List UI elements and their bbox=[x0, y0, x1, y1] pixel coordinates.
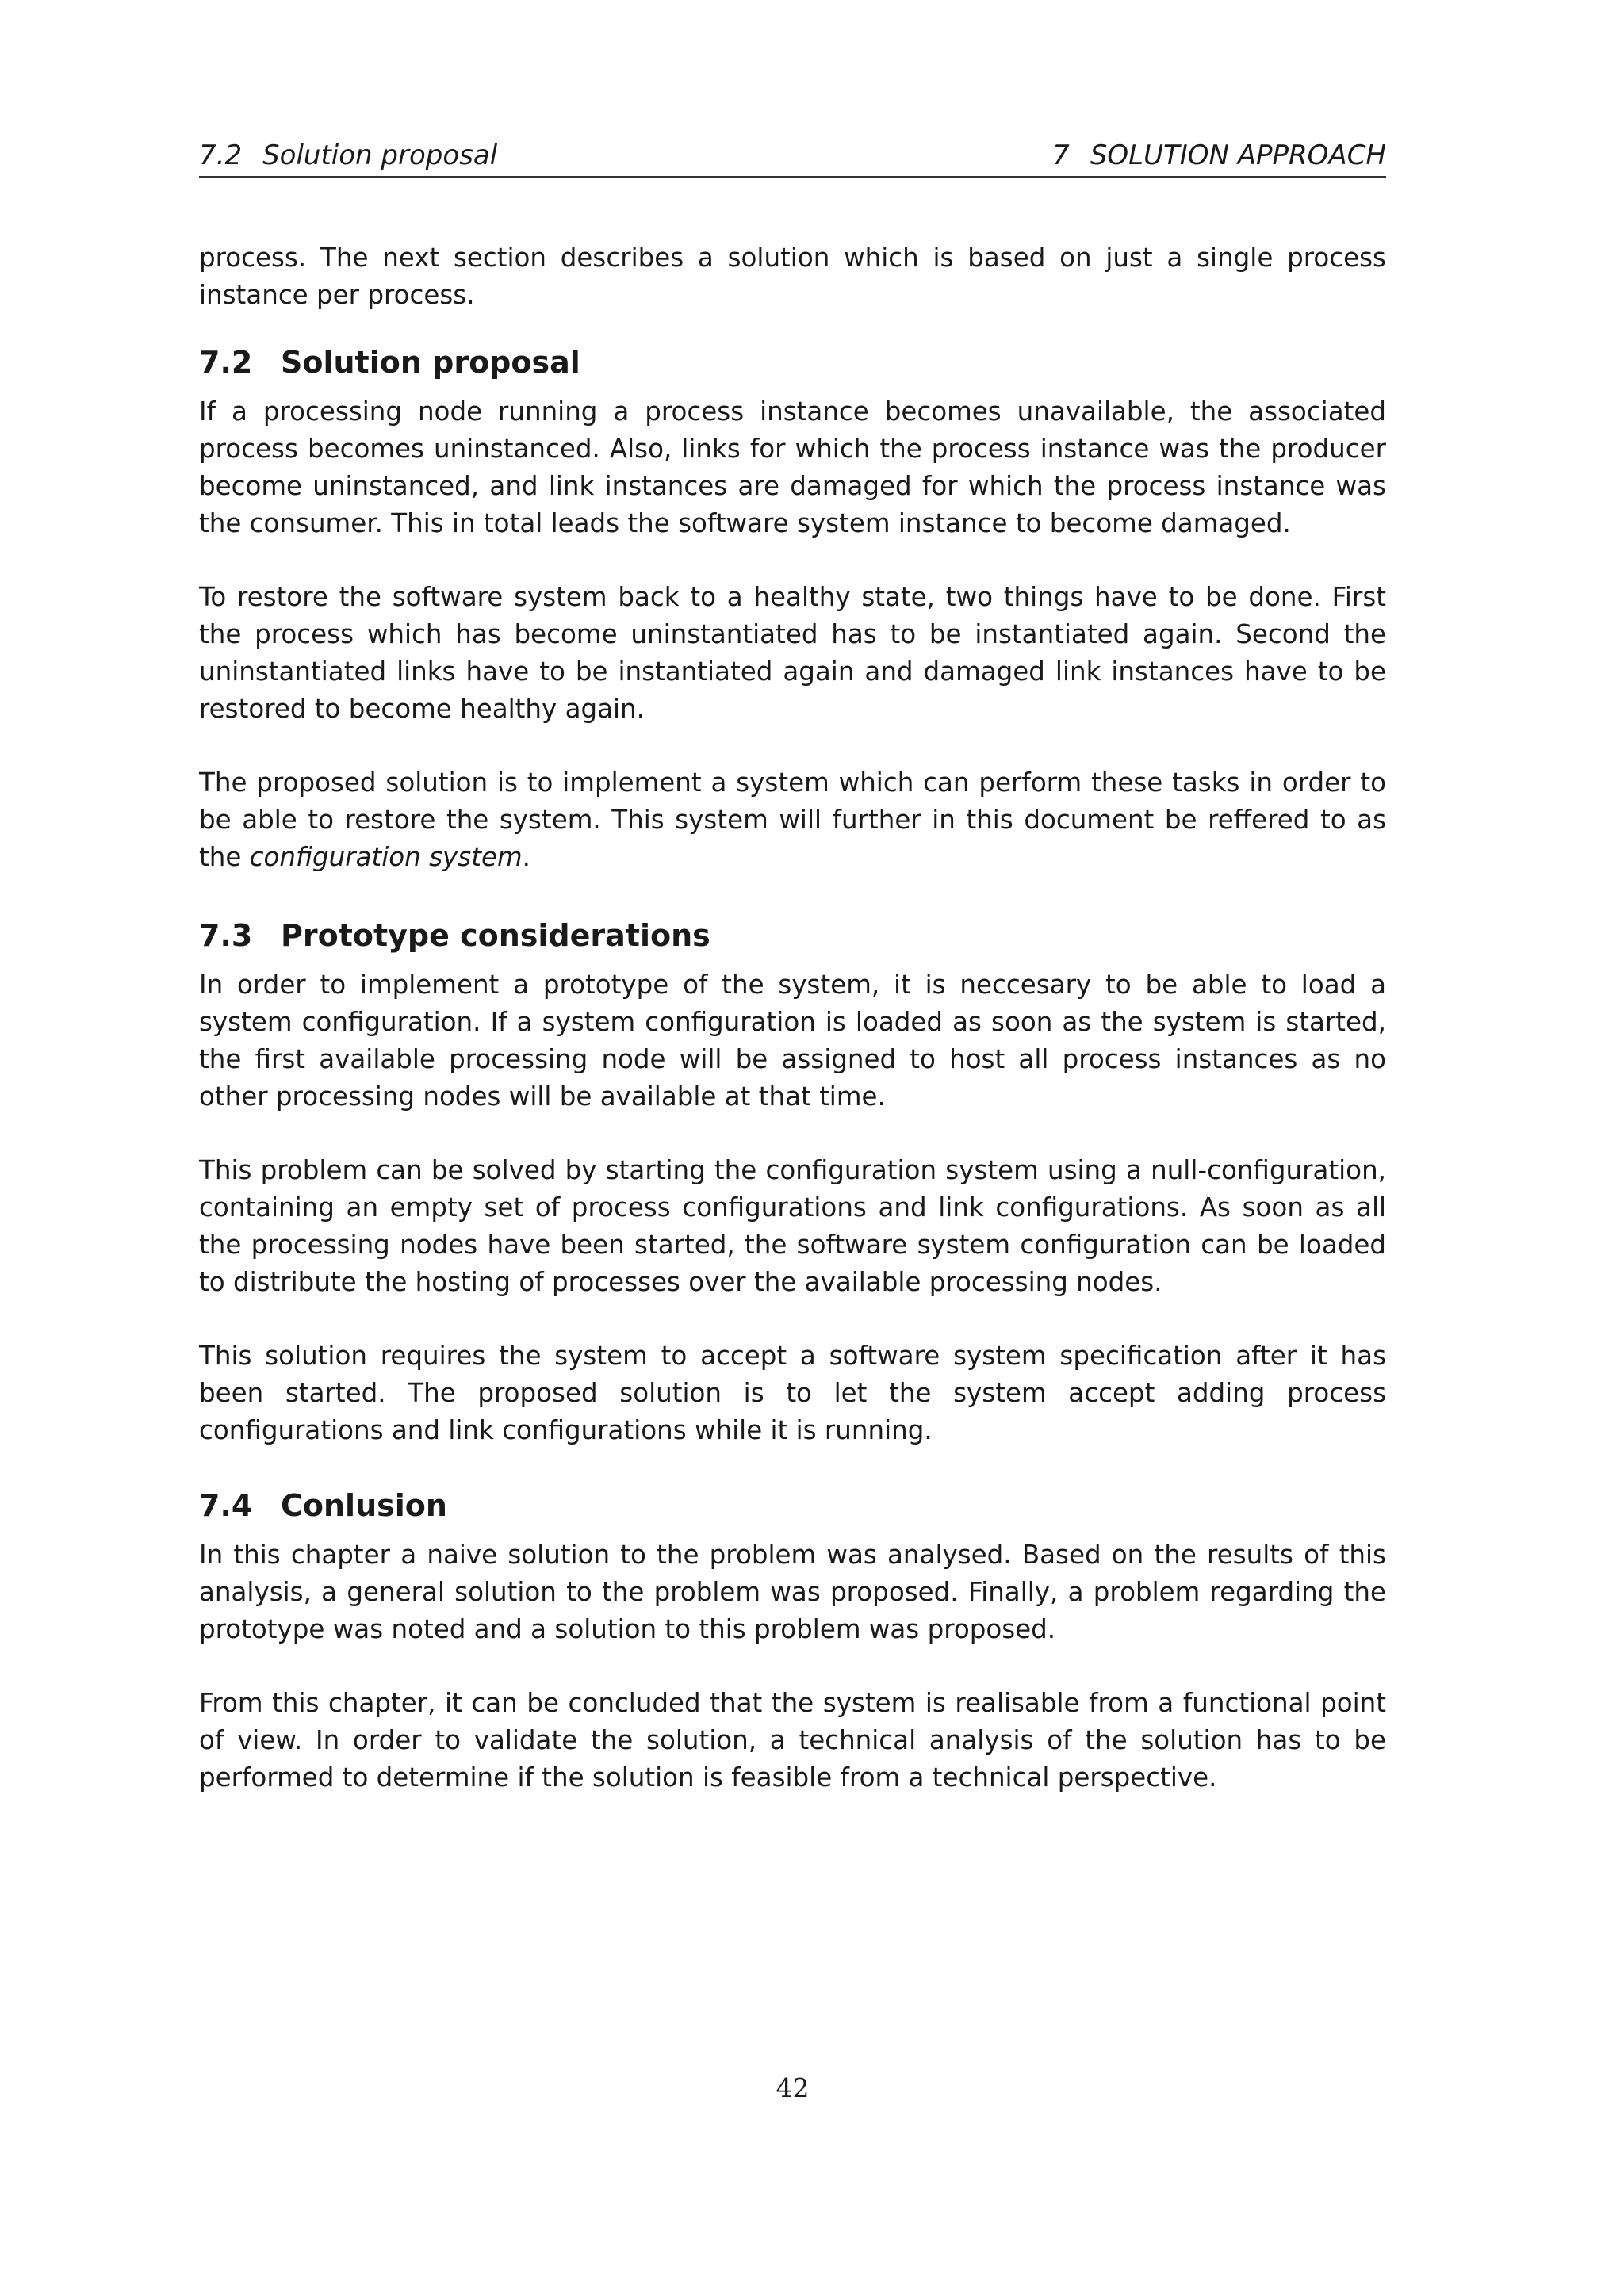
paragraph: In order to implement a prototype of the system, it is neccesary to be able to load a system configuration. If a system configuration is loaded as soon as the system is started, the first available processing node will be assigned to host all process instances as no other processing nodes will be available at that time. bbox=[199, 970, 1386, 1112]
paragraph-end: . bbox=[522, 842, 530, 872]
section-title: Conlusion bbox=[281, 1488, 447, 1523]
header-section-title: Solution proposal bbox=[262, 140, 498, 171]
paragraph: From this chapter, it can be concluded that the system is realisable from a functional point of view. In order to validate the solution, a technical analysis of the solution has to be performed to determine if the solution is feasible from a technical perspective. bbox=[199, 1688, 1386, 1793]
header-section-number: 7.2 bbox=[199, 140, 243, 171]
paragraph-text: The proposed solution is to implement a system which can perform these tasks in order to be able to restore the system. This system will further in this document be reffered to as the bbox=[199, 767, 1386, 872]
section-heading bbox=[199, 916, 1386, 955]
body-text bbox=[199, 239, 1386, 1833]
paragraph bbox=[199, 764, 1386, 876]
paragraph: This solution requires the system to accept a software system specification after it has been started. The proposed solution is to let the system accept adding process configurations and link configurations while it is running. bbox=[199, 1341, 1386, 1445]
header-chapter-ref bbox=[1052, 135, 1386, 176]
section-number: 7.4 bbox=[199, 1488, 253, 1523]
section-heading bbox=[199, 1486, 1386, 1525]
section-number: 7.3 bbox=[199, 918, 253, 953]
paragraph: To restore the software system back to a healthy state, two things have to be done. First the process which has become uninstantiated has to be instantiated again. Second the uninstantiated links have to be instantiated again and damaged link instances have to be restored to become healthy again. bbox=[199, 582, 1386, 724]
page-number: 42 bbox=[776, 2072, 810, 2103]
document-page bbox=[199, 0, 1386, 2296]
paragraph: In this chapter a naive solution to the problem was analysed. Based on the results of this analysis, a general solution to the problem was proposed. Finally, a problem regarding the prototype was noted and a solution to this problem was proposed. bbox=[199, 1540, 1386, 1644]
paragraph: This problem can be solved by starting the configuration system using a null-configuration, containing an empty set of process configurations and link configurations. As soon as all the processing nodes have been started, the software system configuration can be loaded to distribute the hosting of processes over the available processing nodes. bbox=[199, 1155, 1386, 1297]
section-number: 7.2 bbox=[199, 345, 253, 380]
section-title: Prototype considerations bbox=[281, 918, 710, 953]
paragraph: If a processing node running a process instance becomes unavailable, the associated process becomes uninstanced. Also, links for which the process instance was the producer become uninstanced, and link instances are damaged for which the process instance was the consumer. This in total leads the software system instance to become damaged. bbox=[199, 396, 1386, 538]
section-title: Solution proposal bbox=[281, 345, 580, 380]
running-header bbox=[199, 135, 1386, 178]
section-prototype-considerations bbox=[199, 916, 1386, 1449]
section-conclusion bbox=[199, 1486, 1386, 1797]
intro-paragraph: process. The next section describes a solution which is based on just a single process instance per process. bbox=[199, 243, 1386, 310]
section-solution-proposal bbox=[199, 342, 1386, 876]
header-section-ref bbox=[199, 135, 497, 176]
section-heading bbox=[199, 342, 1386, 382]
header-chapter-title: SOLUTION APPROACH bbox=[1090, 140, 1386, 171]
emphasized-term: configuration system bbox=[249, 842, 523, 872]
header-chapter-number: 7 bbox=[1052, 140, 1070, 171]
